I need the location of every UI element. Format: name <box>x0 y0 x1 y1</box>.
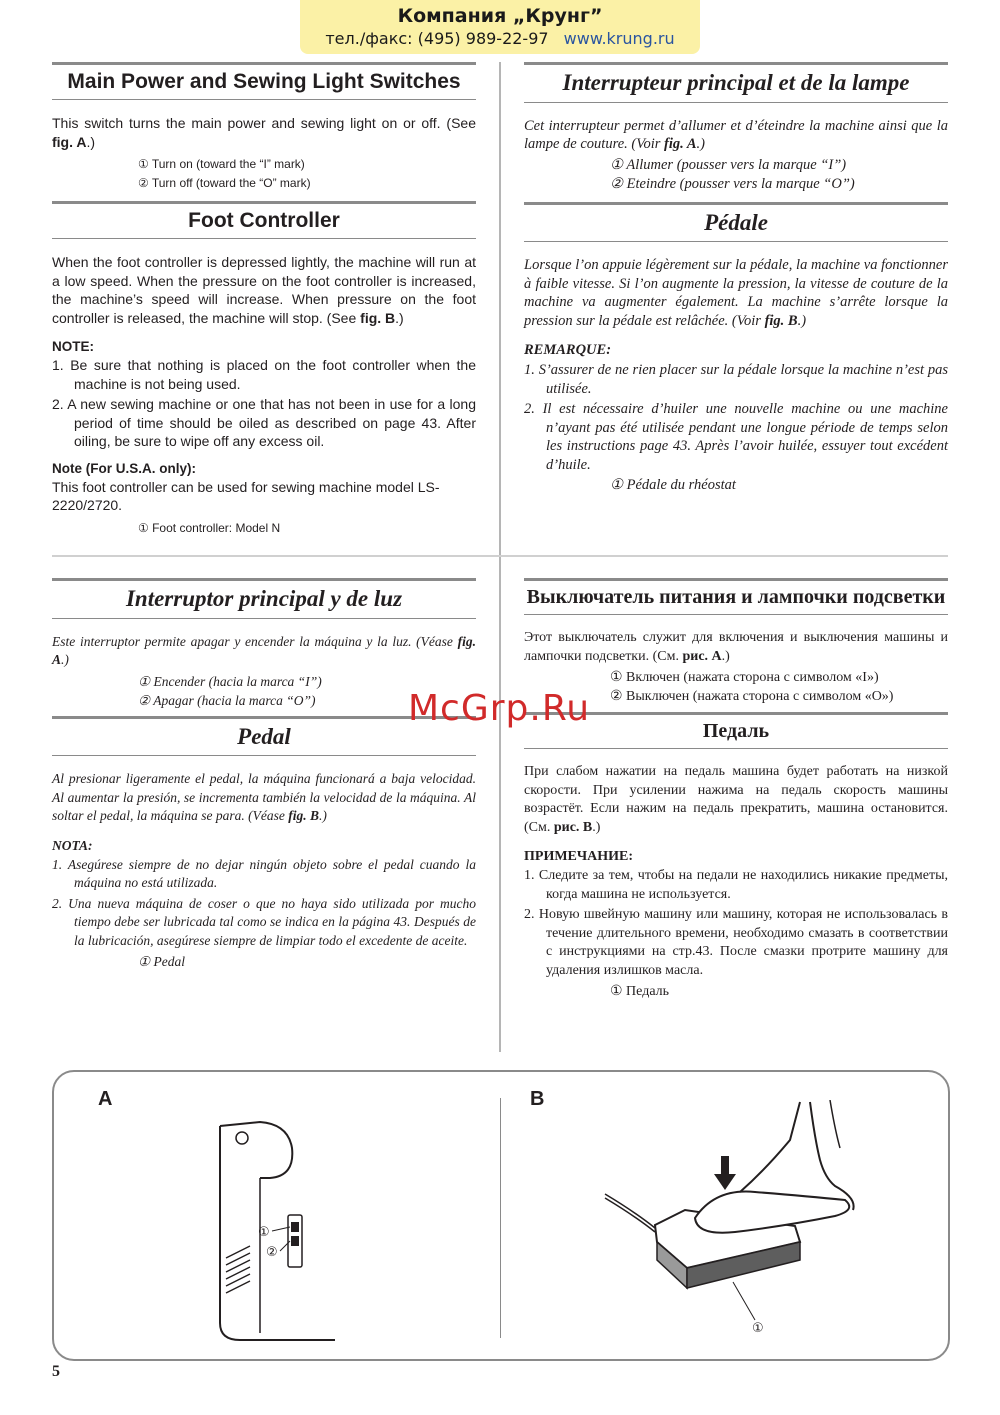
switch-heading-es: Interruptor principal y de luz <box>125 586 403 611</box>
foot-caption-ru: ① Педаль <box>610 984 670 999</box>
note-list-en <box>52 356 476 451</box>
figure-a-machine-side <box>200 1118 340 1343</box>
callout-1-icon: ① <box>258 1225 270 1240</box>
column-divider <box>499 62 501 1052</box>
foot-heading-fr: Pédale <box>704 209 768 235</box>
english-section <box>52 62 476 538</box>
figure-b-foot-pedal <box>595 1100 885 1340</box>
switch-heading-fr: Interrupteur principal et de la lampe <box>562 70 910 95</box>
usa-note-text: This foot controller can be used for sewing machine model LS-2220/2720. <box>52 478 440 514</box>
note-list-fr <box>524 361 948 474</box>
switch-caption-1-es: ① Encender (hacia la marca “I”) <box>138 673 322 689</box>
switch-text-ru: Этот выключатель служит для включения и выключения машины и лампочки подсветки. (См. рис. A.) <box>524 630 948 664</box>
company-phone: тел./факс: (495) 989-22-97 <box>325 29 549 48</box>
switch-heading-ru: Выключатель питания и лампочки подсветки <box>526 586 946 608</box>
foot-text-ru: При слабом нажатии на педаль машина будет работать на низкой скорости. При усилении нажима на педаль скорость машины возрастёт. Если нажим на педаль прекратить, машина остановится. (См. рис. B.) <box>524 764 948 835</box>
usa-note-heading: Note (For U.S.A. only): <box>52 460 196 476</box>
foot-caption-en: ① Foot controller: Model N <box>138 520 281 535</box>
section-divider <box>52 555 948 557</box>
figure-b-label: B <box>530 1088 545 1110</box>
company-banner <box>300 0 700 54</box>
foot-text-en: When the foot controller is depressed lightly, the machine will run at a low speed. When the pressure on the foot controller is increased, the machine’s speed will increase. When pressure on the foot controller is released, the machine will stop. (See fig. B.) <box>52 254 476 326</box>
callout-2-icon: ② <box>266 1245 278 1260</box>
russian-section <box>524 578 948 1001</box>
foot-text-fr: Lorsque l’on appuie légèrement sur la pédale, la machine va fonctionner à faible vitesse. Si l’on augmente la pression, la vitesse de couture de la machine va augmenter également. La machine s’arrête lorsque la pression sur la pédale est relâchée. (Voir fig. B.) <box>524 257 948 329</box>
switch-text-fr: Cet interrupteur permet d’allumer et d’éteindre la machine ainsi que la lampe de couture. (Voir fig. A.) <box>524 117 948 153</box>
switch-heading-en: Main Power and Sewing Light Switches <box>67 70 461 93</box>
spanish-section <box>52 578 476 971</box>
note-item-2-es: 2. Una nueva máquina de coser o que no haya sido utilizada por mucho tiempo debe ser lubricada tal como se indica en la página 43. Después de la lubricación, asegúrese siempre de limpiar todo el excedente de aceite. <box>52 895 476 948</box>
switch-caption-1-en: ① Turn on (toward the “I” mark) <box>138 157 305 172</box>
note-heading-es: NOTA: <box>52 837 93 853</box>
switch-caption-1-ru: ① Включен (нажата сторона с символом «I») <box>610 670 879 685</box>
switch-text-en: This switch turns the main power and sewing light on or off. (See fig. A.) <box>52 115 476 150</box>
note-item-1-ru: 1. Следите за тем, чтобы на педали не находились никакие предметы, когда машина не используется. <box>524 868 948 902</box>
foot-heading-en: Foot Controller <box>188 209 340 233</box>
switch-caption-2-es: ② Apagar (hacia la marca “O”) <box>138 692 316 708</box>
figure-a-label: A <box>98 1088 113 1110</box>
switch-text-es: Este interruptor permite apagar y encender la máquina y la luz. (Véase fig. A.) <box>52 633 476 668</box>
note-heading-ru: ПРИМЕЧАНИЕ: <box>524 849 634 864</box>
note-item-2-fr: 2. Il est nécessaire d’huiler une nouvelle machine ou une machine n’ayant pas été utilisée pendant une longue période de temps selon les instructions page 43. Après l’avoir huilée, essuyer tout excédent d’huile. <box>524 401 948 473</box>
watermark: McGrp.Ru <box>408 688 591 729</box>
note-heading-en: NOTE: <box>52 339 94 355</box>
note-item-1-fr: 1. S’assurer de ne rien placer sur la pédale lorsque la machine n’est pas utilisée. <box>524 362 948 397</box>
foot-text-es: Al presionar ligeramente el pedal, la máquina funcionará a baja velocidad. Al aumentar la presión, se incrementa también la velocidad de la máquina. Al soltar el pedal, la máquina se para. (Véase fig. B.) <box>52 771 476 824</box>
callout-1-icon: ① <box>752 1321 764 1336</box>
note-list-es <box>52 856 476 951</box>
note-list-ru <box>524 867 948 980</box>
foot-caption-fr: ① Pédale du rhéostat <box>610 477 736 494</box>
note-item-1-en: 1. Be sure that nothing is placed on the foot controller when the machine is not being used. <box>52 357 476 392</box>
switch-caption-2-fr: ② Eteindre (pousser vers la marque “O”) <box>610 175 855 192</box>
page-number: 5 <box>52 1363 60 1380</box>
company-contacts <box>300 29 700 48</box>
company-name: Компания „Крунг” <box>397 5 603 27</box>
switch-caption-1-fr: ① Allumer (pousser vers la marque “I”) <box>610 156 847 173</box>
note-item-1-es: 1. Asegúrese siempre de no dejar ningún objeto sobre el pedal cuando la máquina no está utilizada. <box>52 856 476 891</box>
note-item-2-en: 2. A new sewing machine or one that has not been in use for a long period of time should be oiled as described on page 43. After oiling, be sure to wipe off any excess oil. <box>52 396 476 450</box>
figure-divider <box>500 1098 501 1338</box>
switch-caption-2-en: ② Turn off (toward the “O” mark) <box>138 176 311 191</box>
foot-caption-es: ① Pedal <box>138 954 185 970</box>
foot-heading-ru: Педаль <box>702 720 770 742</box>
foot-heading-es: Pedal <box>237 723 291 749</box>
note-item-2-ru: 2. Новую швейную машину или машину, которая не использовалась в течение длительного времени, необходимо смазать в соответствии с инструкциями на стр.43. После смазки протрите машину для удаления излишков масла. <box>524 907 948 978</box>
company-url[interactable]: www.krung.ru <box>563 29 675 48</box>
note-heading-fr: REMARQUE: <box>524 342 612 359</box>
switch-caption-2-ru: ② Выключен (нажата сторона с символом «O») <box>610 689 894 704</box>
french-section <box>524 62 948 495</box>
